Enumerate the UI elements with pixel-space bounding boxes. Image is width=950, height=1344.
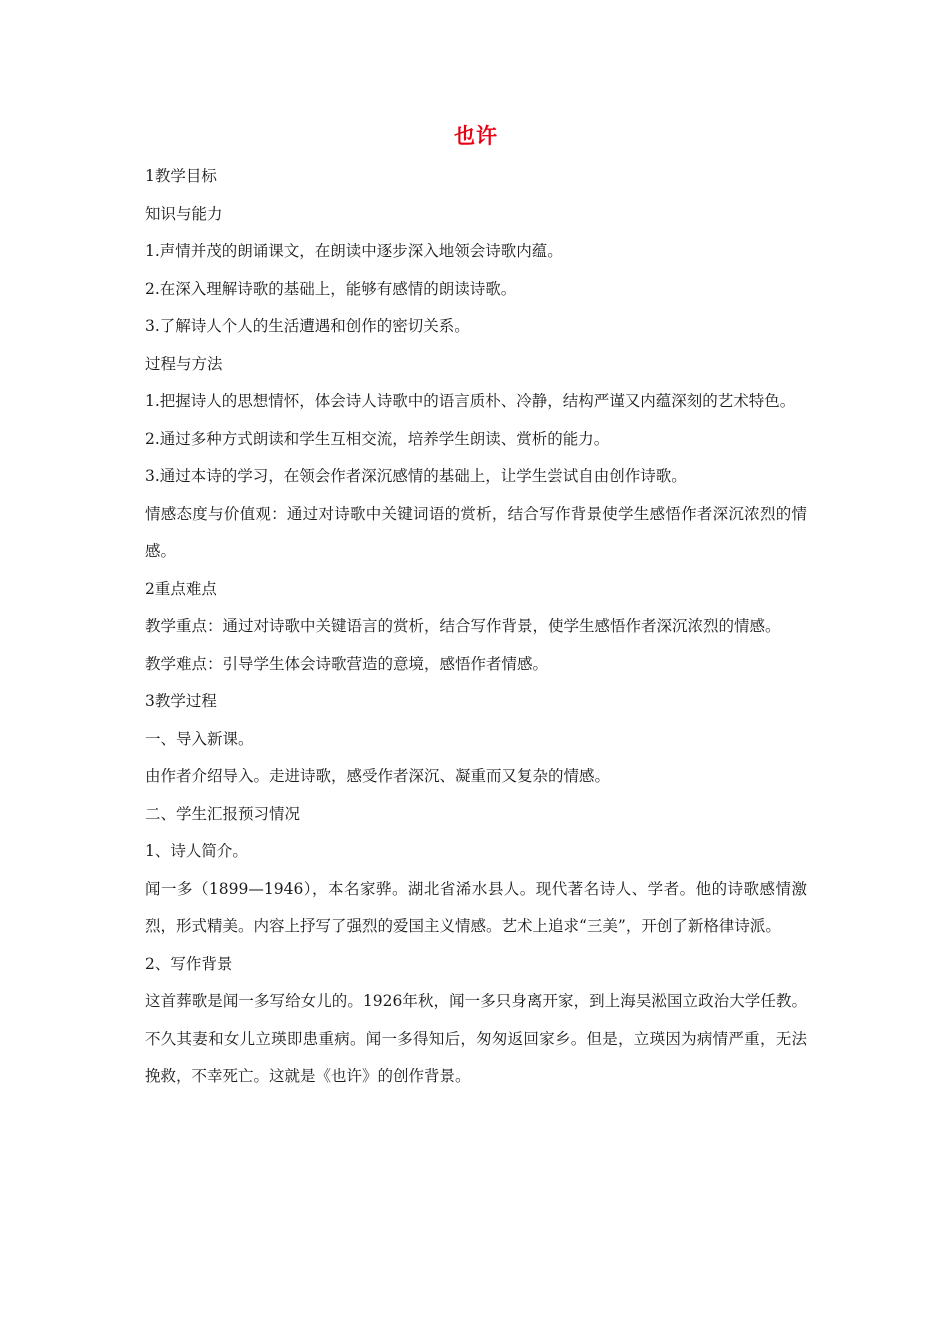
subheading-process-method: 过程与方法	[145, 354, 223, 373]
sub-step-heading: 1、诗人简介。	[145, 842, 248, 860]
step-heading: 一、导入新课。	[145, 729, 254, 748]
list-item: 1.声情并茂的朗诵课文，在朗读中逐步深入地领会诗歌内蕴。	[145, 242, 563, 260]
paragraph-poet-bio: 闻一多（1899—1946），本名家骅。湖北省浠水县人。现代著名诗人、学者。他的诗歌感情激烈，形式精美。内容上抒写了强烈的爱国主义情感。艺术上追求“三美”，开创了新格律诗派。	[145, 879, 807, 935]
subheading-knowledge-ability: 知识与能力	[145, 204, 223, 223]
list-item: 2.在深入理解诗歌的基础上，能够有感情的朗读诗歌。	[145, 279, 517, 298]
paragraph-teaching-focus: 教学重点：通过对诗歌中关键语言的赏析，结合写作背景，使学生感悟作者深沉浓烈的情感。	[145, 617, 781, 635]
list-item: 2.通过多种方式朗读和学生互相交流，培养学生朗读、赏析的能力。	[145, 429, 610, 448]
step-heading: 二、学生汇报预习情况	[145, 804, 301, 823]
list-item: 1.把握诗人的思想情怀，体会诗人诗歌中的语言质朴、冷静，结构严谨又内蕴深刻的艺术特色。	[145, 392, 796, 410]
paragraph-emotion-values: 情感态度与价值观：通过对诗歌中关键词语的赏析，结合写作背景使学生感悟作者深沉浓烈的情感。	[145, 504, 807, 560]
document-title: 也许	[454, 124, 498, 148]
paragraph-teaching-difficulty: 教学难点：引导学生体会诗歌营造的意境，感悟作者情感。	[145, 654, 549, 673]
document-page	[145, 118, 807, 1096]
paragraph-background: 这首葬歌是闻一多写给女儿的。1926年秋，闻一多只身离开家，到上海吴淞国立政治大学任教。不久其妻和女儿立瑛即患重病。闻一多得知后，匆匆返回家乡。但是，立瑛因为病情严重，无法挽救，不幸死亡。这就是《也许》的创作背景。	[145, 992, 807, 1085]
list-item: 3.了解诗人个人的生活遭遇和创作的密切关系。	[145, 317, 470, 335]
section-heading-process: 3教学过程	[145, 692, 217, 710]
sub-step-heading: 2、写作背景	[145, 954, 233, 973]
paragraph: 由作者介绍导入。走进诗歌，感受作者深沉、凝重而又复杂的情感。	[145, 767, 611, 785]
list-item: 3.通过本诗的学习，在领会作者深沉感情的基础上，让学生尝试自由创作诗歌。	[145, 467, 687, 485]
section-heading-key-points: 2重点难点	[145, 579, 217, 598]
section-heading-objectives: 1教学目标	[145, 167, 217, 185]
